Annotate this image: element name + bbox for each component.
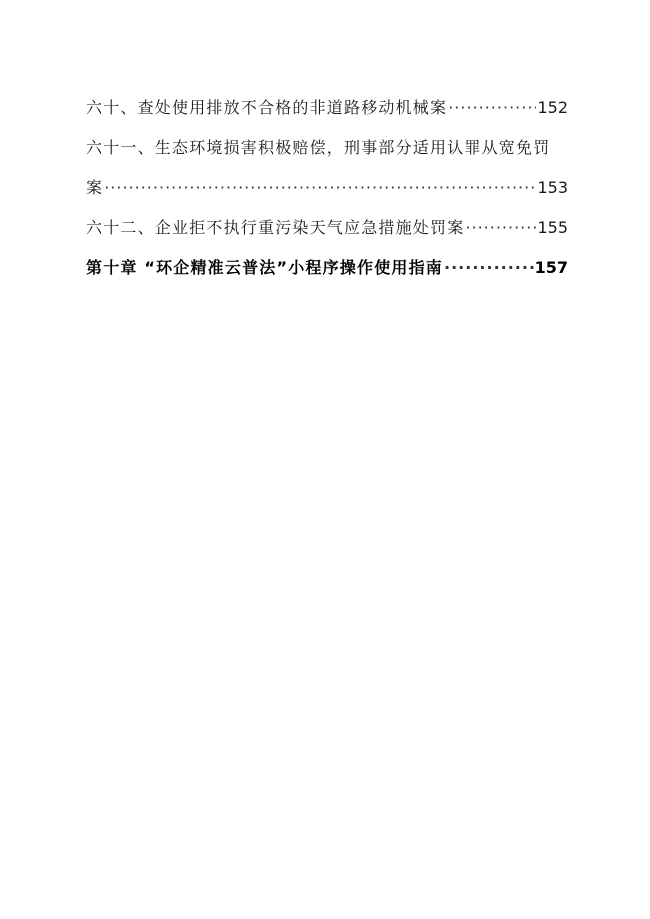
toc-entry-page-number: 153 xyxy=(537,178,568,197)
toc-entry-title: 六十、查处使用排放不合格的非道路移动机械案 xyxy=(86,98,448,117)
toc-entry-62[interactable] xyxy=(86,208,568,248)
toc-entry-chapter-10[interactable] xyxy=(86,248,568,288)
dot-leader xyxy=(444,248,534,288)
toc-entry-61-line2[interactable] xyxy=(86,168,568,208)
dot-leader xyxy=(465,208,536,248)
toc-entry-title-continued: 案 xyxy=(86,178,104,197)
table-of-contents xyxy=(86,88,568,288)
toc-entry-61-line1[interactable] xyxy=(86,128,568,168)
toc-entry-title: 六十一、生态环境损害积极赔偿，刑事部分适用认罪从宽免罚 xyxy=(86,138,551,157)
dot-leader xyxy=(104,168,536,208)
toc-entry-page-number: 152 xyxy=(537,98,568,117)
dot-leader xyxy=(448,88,536,128)
toc-chapter-title: 第十章 “环企精准云普法”小程序操作使用指南 xyxy=(86,258,444,277)
toc-entry-page-number: 155 xyxy=(537,218,568,237)
toc-entry-60[interactable] xyxy=(86,88,568,128)
toc-entry-title: 六十二、企业拒不执行重污染天气应急措施处罚案 xyxy=(86,218,465,237)
toc-entry-page-number: 157 xyxy=(534,258,568,277)
